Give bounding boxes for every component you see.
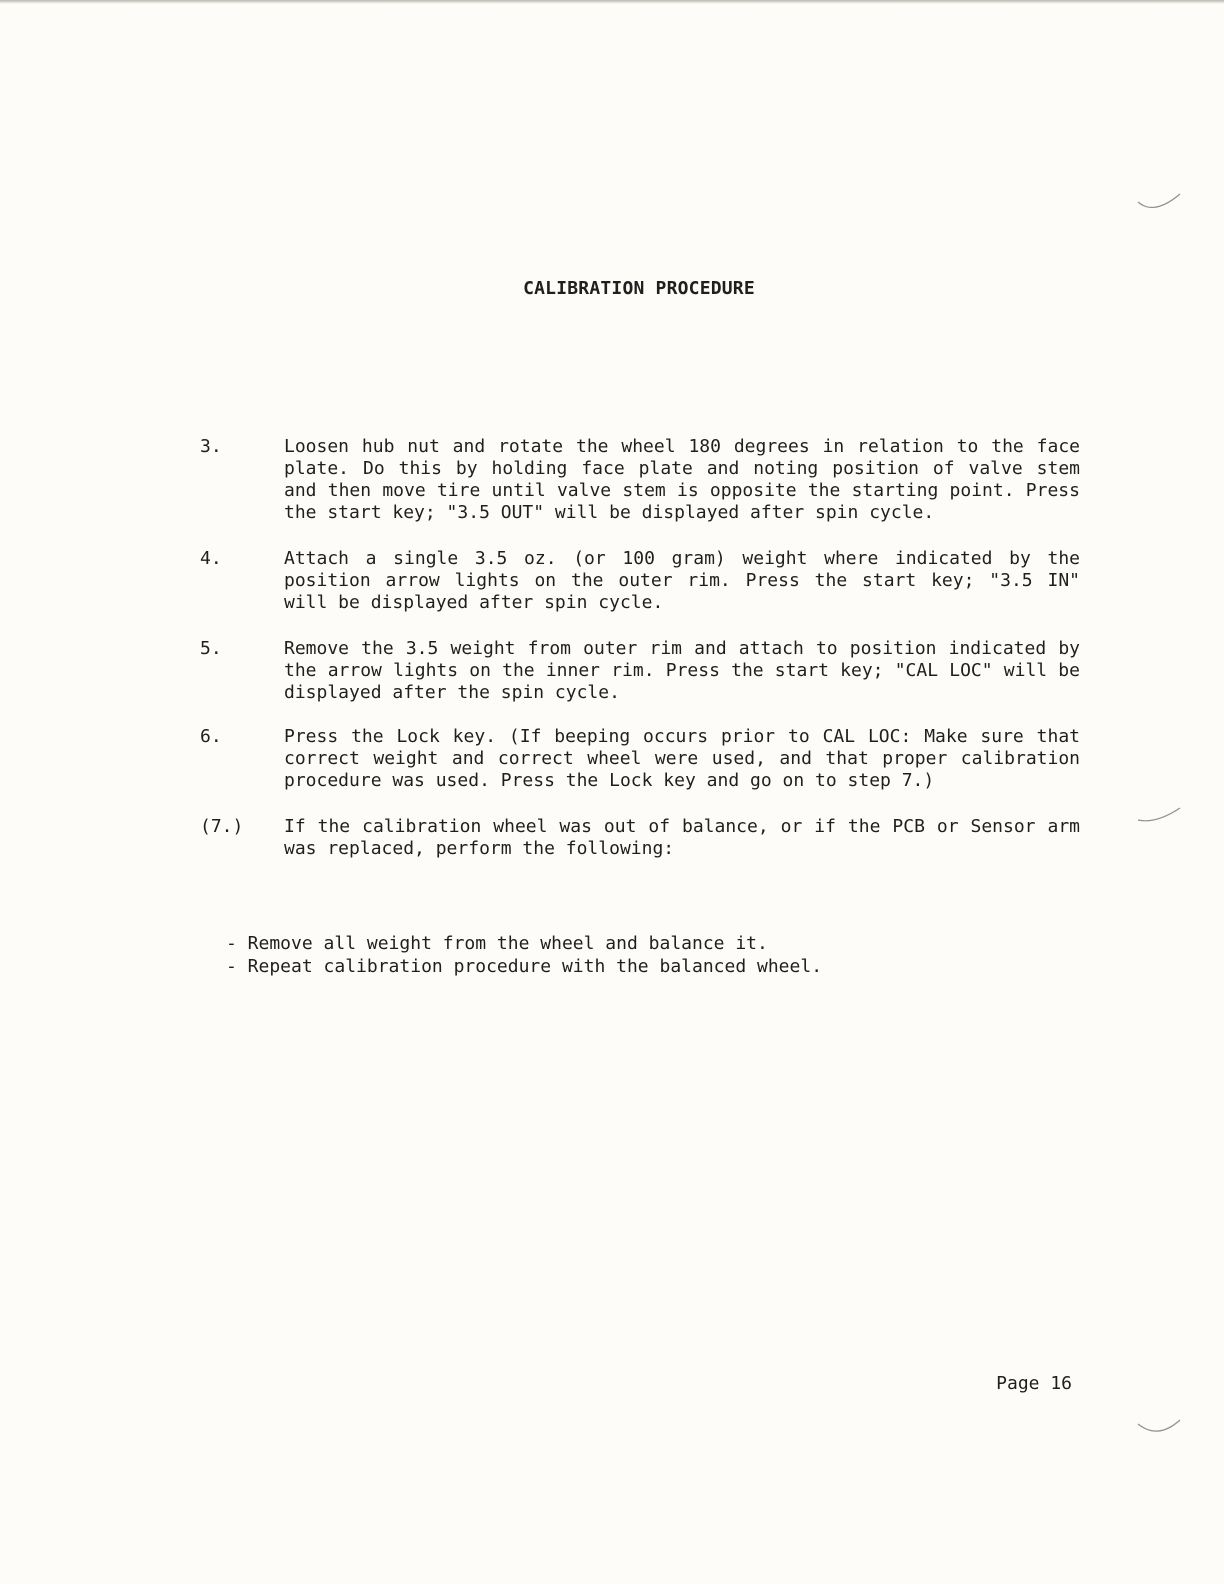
step-5 (200, 638, 1080, 704)
step-3 (200, 436, 1080, 524)
binder-hole-mark-icon (1136, 804, 1184, 826)
step-4 (200, 548, 1080, 614)
binder-hole-mark-icon (1136, 190, 1184, 212)
binder-hole-mark-icon (1136, 1414, 1184, 1436)
step-number: (7.) (200, 816, 244, 837)
step-text: Loosen hub nut and rotate the wheel 180 degrees in relation to the face plate. Do this by holding face plate and noting position of valve stem and then move tire until valve stem is opposite the starting point. Press the start key; "3.5 OUT" will be displayed after spin cycle. (284, 436, 1080, 523)
step-number: 4. (200, 548, 222, 569)
substep-item: - Repeat calibration procedure with the balanced wheel. (226, 956, 823, 977)
step-text: If the calibration wheel was out of balance, or if the PCB or Sensor arm was replaced, perform the following: (284, 816, 1080, 859)
step-6 (200, 726, 1080, 792)
step-number: 5. (200, 638, 222, 659)
step-text: Press the Lock key. (If beeping occurs prior to CAL LOC: Make sure that correct weight and correct wheel were used, and that proper calibration procedure was used. Press the Lock key and go on to step 7.) (284, 726, 1080, 791)
page-number: Page 16 (996, 1373, 1072, 1394)
step-text: Remove the 3.5 weight from outer rim and attach to position indicated by the arrow lights on the inner rim. Press the start key; "CAL LOC" will be displayed after the spin cycle. (284, 638, 1080, 703)
scan-edge (0, 0, 1224, 4)
substep-list (226, 932, 1046, 978)
step-list (200, 436, 1080, 882)
step-text: Attach a single 3.5 oz. (or 100 gram) weight where indicated by the position arrow lights on the outer rim. Press the start key; "3.5 IN" will be displayed after spin cycle. (284, 548, 1080, 613)
step-number: 3. (200, 436, 222, 457)
substep-item: - Remove all weight from the wheel and balance it. (226, 933, 768, 954)
step-7 (200, 816, 1080, 860)
page-title: CALIBRATION PROCEDURE (523, 278, 755, 299)
step-number: 6. (200, 726, 222, 747)
